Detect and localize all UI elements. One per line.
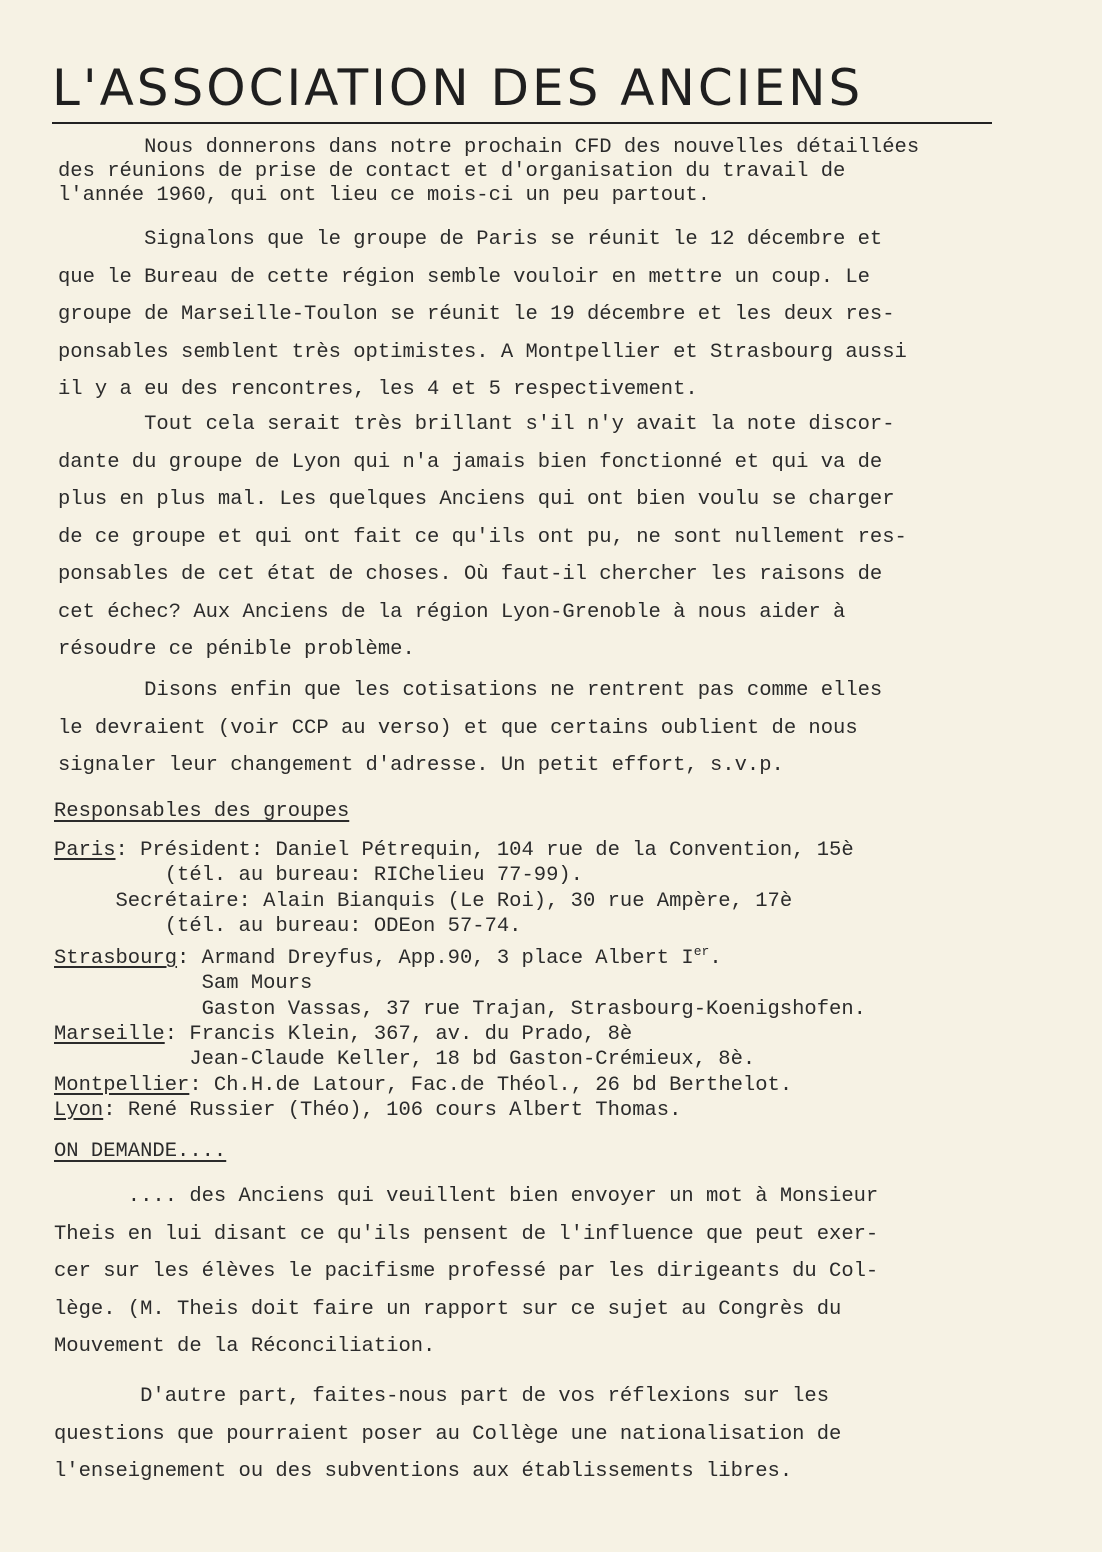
contact-paris xyxy=(54,838,1084,863)
contact-line: : René Russier (Théo), 106 cours Albert Thomas. xyxy=(103,1098,682,1122)
contact-line: : Président: Daniel Pétrequin, 104 rue de la Convention, 15è xyxy=(115,839,854,862)
contact-line: : Armand Dreyfus, App.90, 3 place Albert I xyxy=(177,947,694,971)
paragraph-groups-meetings xyxy=(58,221,1078,409)
contact-line: Secrétaire: Alain Bianquis (Le Roi), 30 rue Ampère, 17è xyxy=(54,889,793,913)
contact-montpellier xyxy=(54,1073,1084,1098)
city-name: Montpellier xyxy=(54,1073,190,1097)
text-line: il y a eu des rencontres, les 4 et 5 respectivement. xyxy=(58,378,698,401)
paragraph-on-demande xyxy=(54,1178,1084,1366)
text-line: D'autre part, faites-nous part de vos réflexions sur les xyxy=(54,1385,830,1408)
text-line: dante du groupe de Lyon qui n'a jamais bien fonctionné et qui va de xyxy=(58,450,883,474)
text-line: Disons enfin que les cotisations ne rentrent pas comme elles xyxy=(58,679,883,702)
text-line: que le Bureau de cette région semble vouloir en mettre un coup. Le xyxy=(58,265,870,289)
text-line: l'année 1960, qui ont lieu ce mois-ci un peu partout. xyxy=(58,184,711,207)
text-line: Nous donnerons dans notre prochain CFD des nouvelles détaillées xyxy=(58,136,920,159)
paragraph-cotisations xyxy=(58,672,1078,785)
contact-line: : Ch.H.de Latour, Fac.de Théol., 26 bd Berthelot. xyxy=(189,1073,793,1097)
paragraph-lyon-group xyxy=(58,406,1078,669)
city-name: Strasbourg xyxy=(54,947,178,971)
text-line: le devraient (voir CCP au verso) et que certains oublient de nous xyxy=(58,716,858,740)
text-line: groupe de Marseille-Toulon se réunit le 19 décembre et les deux res- xyxy=(58,303,895,326)
text-line: signaler leur changement d'adresse. Un petit effort, s.v.p. xyxy=(58,754,784,777)
text-line: des réunions de prise de contact et d'organisation du travail de xyxy=(58,160,846,183)
contact-strasbourg xyxy=(54,939,1084,971)
text-line: plus en plus mal. Les quelques Anciens qui ont bien voulu se charger xyxy=(58,488,895,511)
text-line: l'enseignement ou des subventions aux établissements libres. xyxy=(54,1460,793,1483)
contact-line: : Francis Klein, 367, av. du Prado, 8è xyxy=(164,1022,633,1046)
text-line: cet échec? Aux Anciens de la région Lyon-Grenoble à nous aider à xyxy=(58,600,846,624)
page-title: L'ASSOCIATION DES ANCIENS xyxy=(52,56,992,124)
superscript: er xyxy=(693,944,710,960)
contact-line: Jean-Claude Keller, 18 bd Gaston-Crémieux, 8è. xyxy=(54,1048,756,1072)
text-line: lège. (M. Theis doit faire un rapport sur ce sujet au Congrès du xyxy=(54,1297,842,1321)
contact-line: (tél. au bureau: ODEon 57-74. xyxy=(54,914,522,938)
text-line: ponsables de cet état de choses. Où faut-il chercher les raisons de xyxy=(58,563,883,586)
contact-lyon xyxy=(54,1098,1084,1123)
contact-line: Gaston Vassas, 37 rue Trajan, Strasbourg-Koenigshofen. xyxy=(54,997,866,1021)
text-line: ponsables semblent très optimistes. A Montpellier et Strasbourg aussi xyxy=(58,340,907,364)
city-name: Lyon xyxy=(54,1098,104,1122)
contact-line: Sam Mours xyxy=(54,972,313,996)
paragraph-autre-part xyxy=(54,1378,1084,1491)
text-line: Mouvement de la Réconciliation. xyxy=(54,1335,436,1358)
text-line: Tout cela serait très brillant s'il n'y avait la note discor- xyxy=(58,413,895,436)
responsables-heading: Responsables des groupes xyxy=(54,800,350,823)
intro-paragraph xyxy=(58,136,1078,208)
contact-marseille xyxy=(54,1022,1084,1047)
text-line: questions que pourraient poser au Collège une nationalisation de xyxy=(54,1422,842,1446)
city-name: Marseille xyxy=(54,1022,165,1046)
city-name: Paris xyxy=(54,839,116,862)
contact-line-end: . xyxy=(709,947,722,971)
text-line: de ce groupe et qui ont fait ce qu'ils ont pu, ne sont nullement res- xyxy=(58,525,907,549)
contact-line: (tél. au bureau: RIChelieu 77-99). xyxy=(54,864,583,888)
text-line: résoudre ce pénible problème. xyxy=(58,638,415,661)
contacts-list xyxy=(54,838,1084,1123)
text-line: cer sur les élèves le pacifisme professé par les dirigeants du Col- xyxy=(54,1260,879,1283)
on-demande-heading: ON DEMANDE.... xyxy=(54,1140,227,1163)
text-line: .... des Anciens qui veuillent bien envoyer un mot à Monsieur xyxy=(54,1185,879,1208)
text-line: Theis en lui disant ce qu'ils pensent de l'influence que peut exer- xyxy=(54,1222,879,1246)
text-line: Signalons que le groupe de Paris se réunit le 12 décembre et xyxy=(58,228,883,251)
